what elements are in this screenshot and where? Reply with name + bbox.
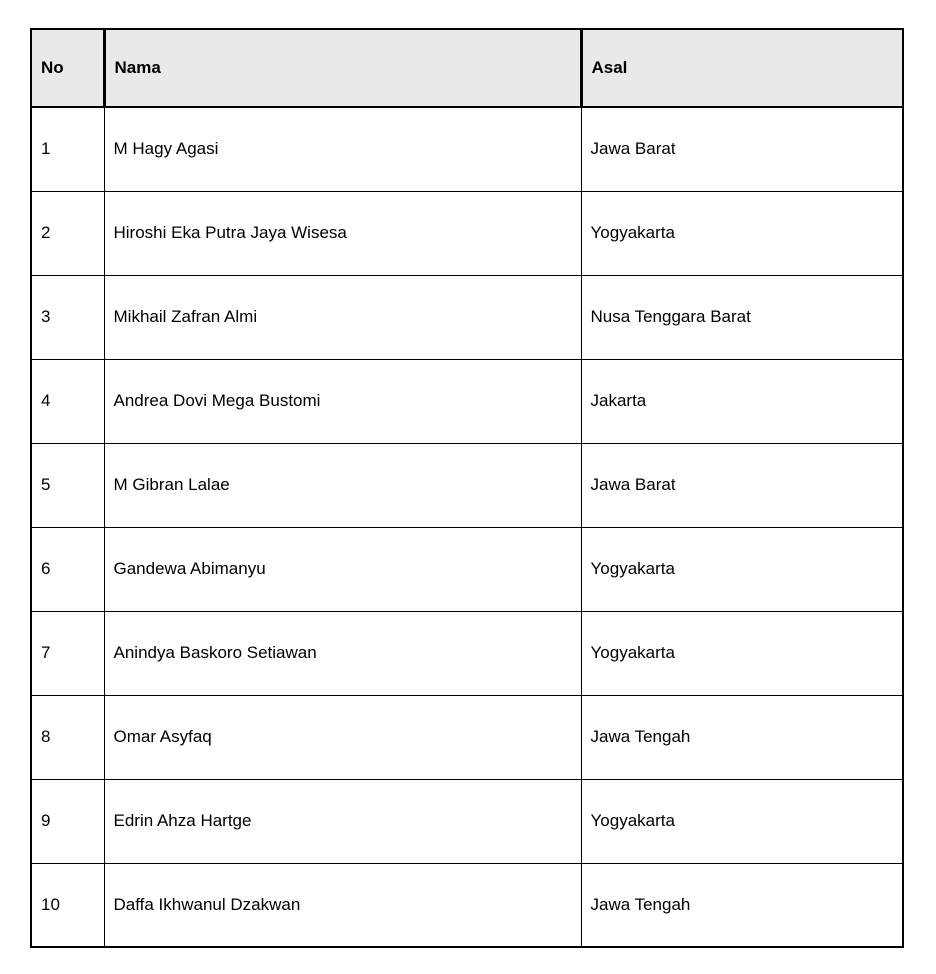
cell-no: 7 <box>31 611 104 695</box>
table-row <box>31 191 903 275</box>
column-header-no: No <box>31 29 104 107</box>
cell-no: 3 <box>31 275 104 359</box>
cell-asal: Yogyakarta <box>581 779 903 863</box>
table-row <box>31 443 903 527</box>
table-row <box>31 275 903 359</box>
cell-nama: Andrea Dovi Mega Bustomi <box>104 359 581 443</box>
table-header-row <box>31 29 903 107</box>
cell-asal: Yogyakarta <box>581 191 903 275</box>
cell-nama: Edrin Ahza Hartge <box>104 779 581 863</box>
cell-asal: Jawa Barat <box>581 443 903 527</box>
cell-asal: Jawa Barat <box>581 107 903 191</box>
column-header-asal: Asal <box>581 29 903 107</box>
cell-nama: M Gibran Lalae <box>104 443 581 527</box>
cell-no: 4 <box>31 359 104 443</box>
table-row <box>31 359 903 443</box>
cell-asal: Yogyakarta <box>581 527 903 611</box>
table-row <box>31 695 903 779</box>
cell-nama: Omar Asyfaq <box>104 695 581 779</box>
cell-asal: Jakarta <box>581 359 903 443</box>
cell-nama: M Hagy Agasi <box>104 107 581 191</box>
cell-no: 2 <box>31 191 104 275</box>
table-row <box>31 107 903 191</box>
cell-asal: Yogyakarta <box>581 611 903 695</box>
cell-nama: Hiroshi Eka Putra Jaya Wisesa <box>104 191 581 275</box>
cell-nama: Anindya Baskoro Setiawan <box>104 611 581 695</box>
cell-no: 10 <box>31 863 104 947</box>
cell-nama: Gandewa Abimanyu <box>104 527 581 611</box>
table-row <box>31 527 903 611</box>
document-table-container <box>30 28 904 948</box>
cell-asal: Jawa Tengah <box>581 863 903 947</box>
cell-no: 8 <box>31 695 104 779</box>
cell-no: 5 <box>31 443 104 527</box>
table-row <box>31 611 903 695</box>
cell-no: 6 <box>31 527 104 611</box>
cell-asal: Nusa Tenggara Barat <box>581 275 903 359</box>
column-header-nama: Nama <box>104 29 581 107</box>
cell-asal: Jawa Tengah <box>581 695 903 779</box>
cell-nama: Mikhail Zafran Almi <box>104 275 581 359</box>
cell-no: 9 <box>31 779 104 863</box>
data-table <box>30 28 904 948</box>
cell-no: 1 <box>31 107 104 191</box>
table-row <box>31 779 903 863</box>
cell-nama: Daffa Ikhwanul Dzakwan <box>104 863 581 947</box>
table-row <box>31 863 903 947</box>
